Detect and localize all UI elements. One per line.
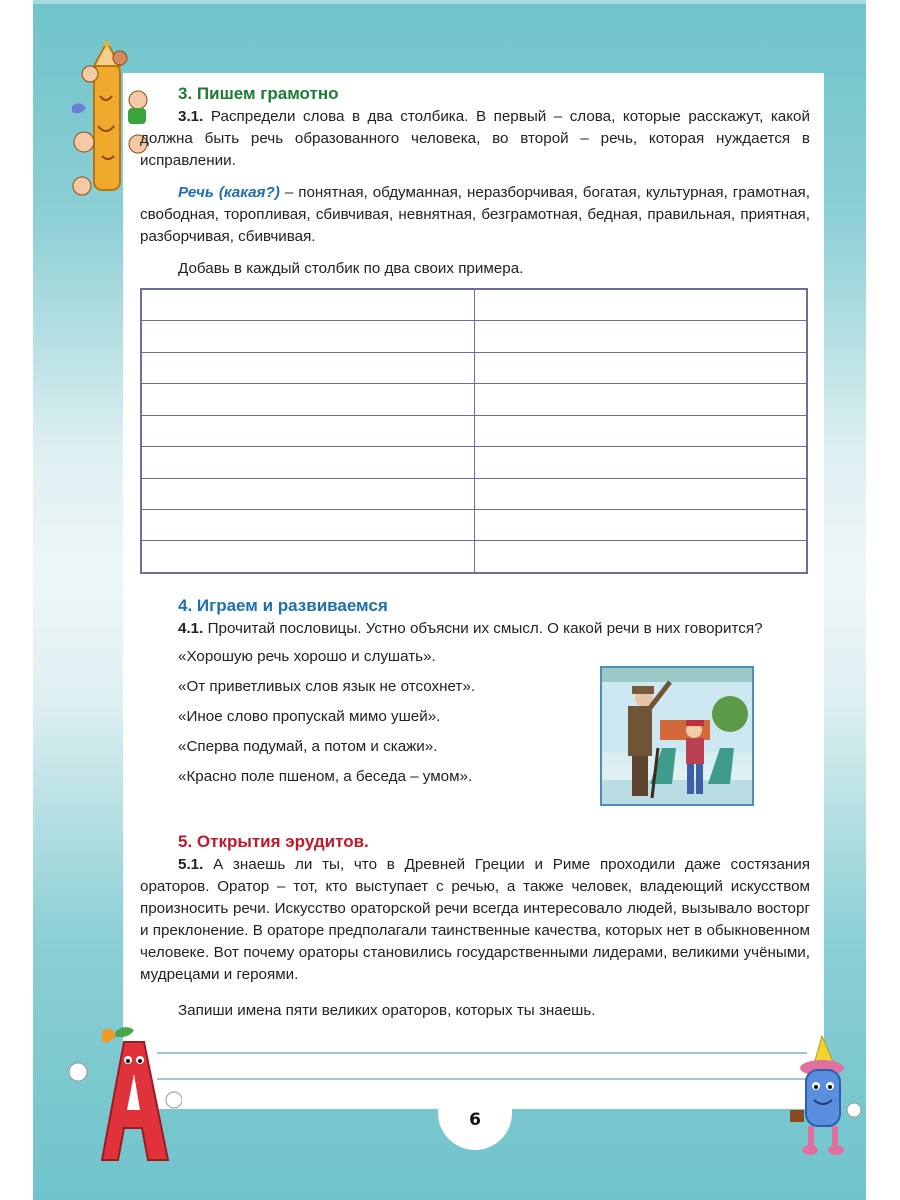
task-text: Распредели слова в два столбика. В первый – слова, которые расскажут, какой должна быть речь образованного человека, во второй – речь, которая нуждается в исправлении. bbox=[140, 108, 810, 169]
table-row bbox=[141, 384, 807, 415]
table-row bbox=[141, 321, 807, 352]
frame-top-strip bbox=[33, 0, 866, 4]
cell-column-needs-correction[interactable] bbox=[474, 478, 807, 509]
bus-seat-illustration bbox=[600, 666, 754, 806]
cell-column-correct-speech[interactable] bbox=[141, 321, 474, 352]
section3-heading: 3. Пишем грамотно bbox=[178, 84, 339, 103]
section4-heading: 4. Играем и развиваемся bbox=[178, 596, 388, 615]
cell-column-correct-speech[interactable] bbox=[141, 447, 474, 478]
section3-task bbox=[140, 106, 810, 172]
speech-label: Речь (какая?) bbox=[178, 184, 280, 201]
section5-heading: 5. Открытия эрудитов. bbox=[178, 832, 369, 851]
cell-column-correct-speech[interactable] bbox=[141, 510, 474, 541]
proverb: «От приветливых слов язык не отсохнет». bbox=[178, 678, 476, 695]
table-row bbox=[141, 541, 807, 573]
speech-words: – понятная, обдуманная, неразборчивая, богатая, культурная, грамотная, свободная, торопливая, сбивчивая, невнятная, безграмотная, бедная, правильная, приятная, разборчивая, сбивчивая. bbox=[140, 184, 810, 245]
answer-line[interactable] bbox=[157, 1078, 807, 1080]
blue-character-mascot-icon bbox=[780, 1030, 870, 1160]
cell-column-correct-speech[interactable] bbox=[141, 415, 474, 446]
table-row bbox=[141, 352, 807, 383]
section5-task bbox=[140, 854, 810, 986]
section4-task bbox=[140, 618, 810, 640]
table-row bbox=[141, 478, 807, 509]
section5-area bbox=[140, 830, 810, 1022]
proverb: «Иное слово пропускай мимо ушей». bbox=[178, 708, 441, 725]
cell-column-needs-correction[interactable] bbox=[474, 510, 807, 541]
cell-column-correct-speech[interactable] bbox=[141, 384, 474, 415]
cell-column-needs-correction[interactable] bbox=[474, 321, 807, 352]
cell-column-correct-speech[interactable] bbox=[141, 478, 474, 509]
table-row bbox=[141, 289, 807, 321]
cell-column-needs-correction[interactable] bbox=[474, 447, 807, 478]
answer-line[interactable] bbox=[157, 1052, 807, 1054]
cell-column-correct-speech[interactable] bbox=[141, 541, 474, 573]
letter-a-mascot-icon bbox=[62, 1020, 182, 1170]
cell-column-needs-correction[interactable] bbox=[474, 289, 807, 321]
content-area bbox=[140, 82, 810, 280]
cell-column-needs-correction[interactable] bbox=[474, 384, 807, 415]
proverb: «Сперва подумай, а потом и скажи». bbox=[178, 738, 438, 755]
task-number: 5.1. bbox=[178, 856, 204, 873]
task-number: 3.1. bbox=[178, 108, 204, 125]
page-number: 6 bbox=[469, 1110, 481, 1130]
task-number: 4.1. bbox=[178, 620, 204, 637]
table-row bbox=[141, 447, 807, 478]
proverb: «Красно поле пшеном, а беседа – умом». bbox=[178, 768, 473, 785]
task-text: Прочитай пословицы. Устно объясни их смысл. О какой речи в них говорится? bbox=[207, 620, 763, 637]
old-man-and-boy-illustration-icon bbox=[602, 668, 752, 804]
table-row bbox=[141, 415, 807, 446]
cell-column-needs-correction[interactable] bbox=[474, 352, 807, 383]
table-row bbox=[141, 510, 807, 541]
cell-column-needs-correction[interactable] bbox=[474, 415, 807, 446]
proverb: «Хорошую речь хорошо и слушать». bbox=[178, 648, 436, 665]
speech-words-paragraph bbox=[140, 182, 810, 248]
write-prompt: Запиши имена пяти великих ораторов, которых ты знаешь. bbox=[178, 1002, 596, 1019]
task-text: А знаешь ли ты, что в Древней Греции и Риме проходили даже состязания ораторов. Оратор – тот, кто выступает с речью, а также человек, владеющий искусством произносить речи. Искусство ораторской речи всегда интересовало людей, вызывало восторг и преклонение. В ораторе предполагали таинственные качества, которых нет в обыкновенном человеке. Вот почему ораторы становились государственными лидерами, великими учёными, мудрецами и героями. bbox=[140, 856, 810, 983]
two-column-answer-table bbox=[140, 288, 808, 574]
cell-column-needs-correction[interactable] bbox=[474, 541, 807, 573]
add-examples-instruction: Добавь в каждый столбик по два своих примера. bbox=[178, 260, 524, 277]
cell-column-correct-speech[interactable] bbox=[141, 289, 474, 321]
cell-column-correct-speech[interactable] bbox=[141, 352, 474, 383]
